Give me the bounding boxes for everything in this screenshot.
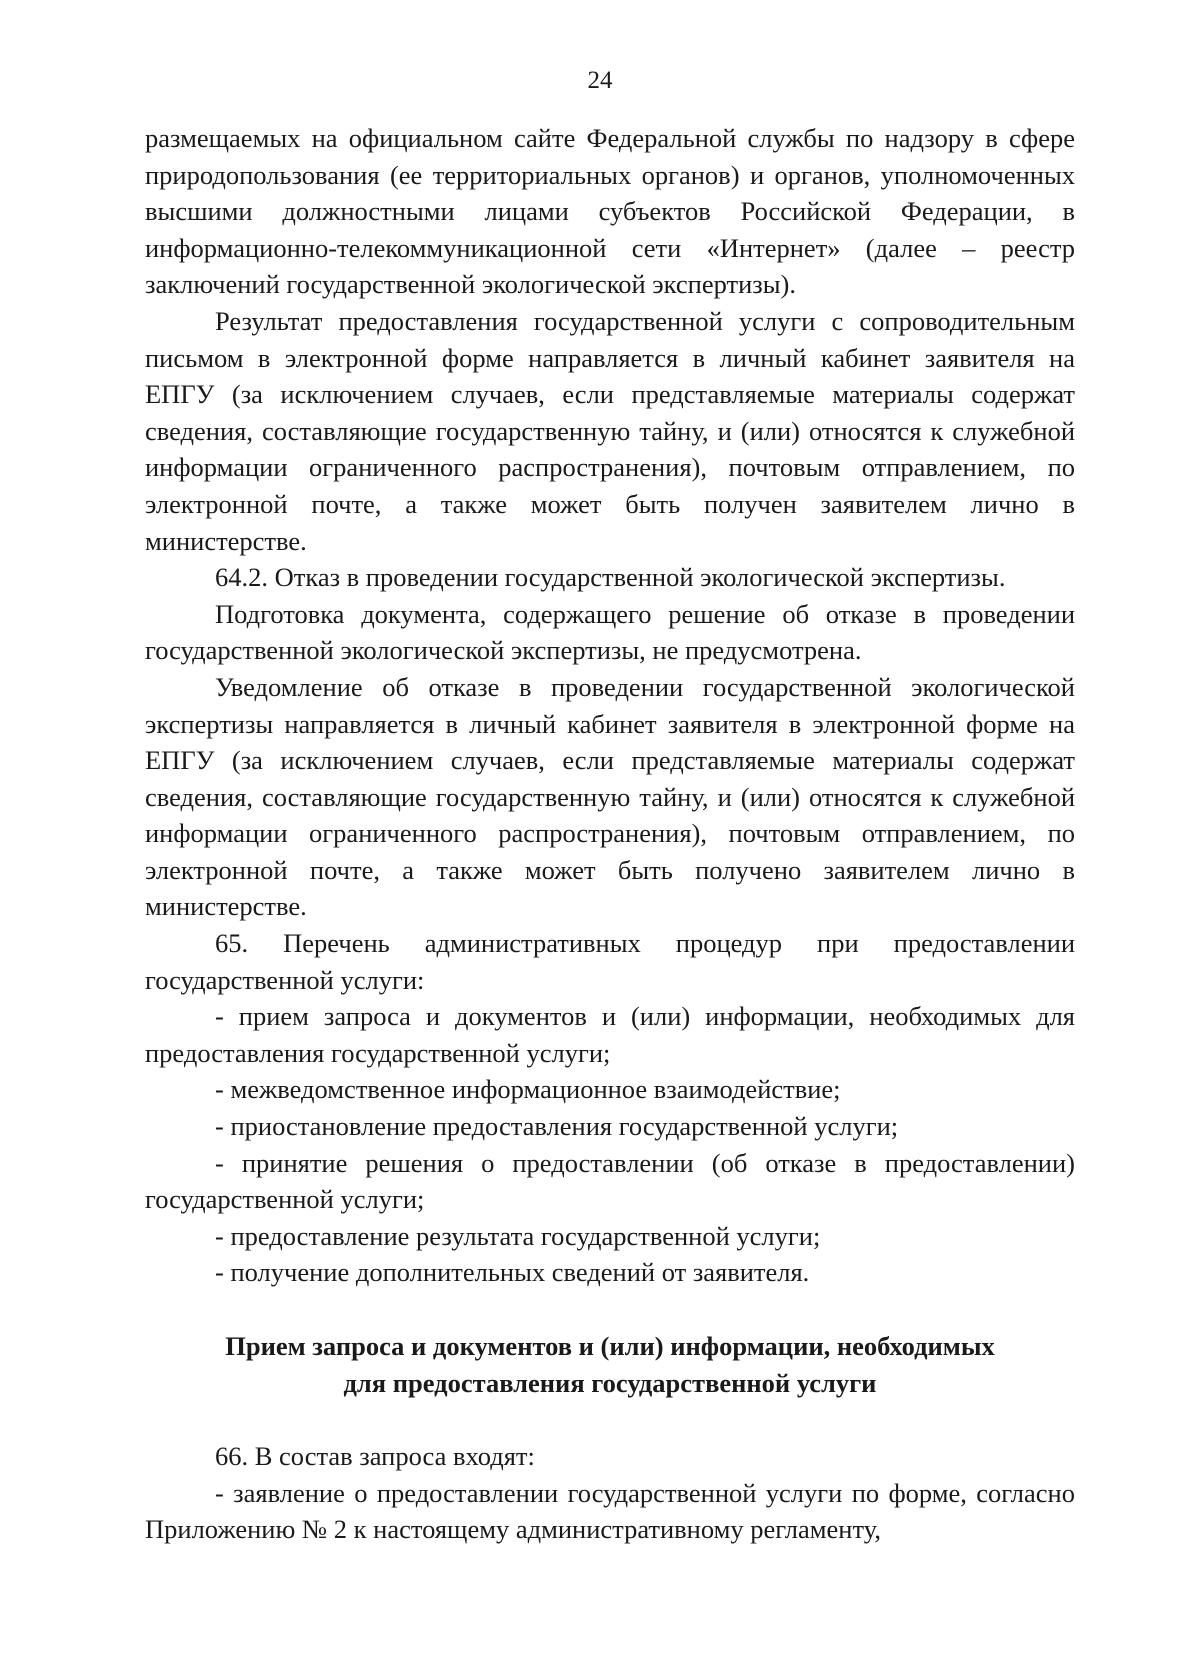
paragraph-66: 66. В состав запроса входят: xyxy=(215,1441,535,1472)
spacer xyxy=(145,1401,1075,1438)
page-body xyxy=(145,120,1075,1548)
paragraph-result-delivery: Результат предоставления государственной услуги с сопроводительным письмом в электронной форме направляется в личный кабинет заявителя на ЕПГУ (за исключением случаев, если представляемые материалы содержат сведения, составляющие государственную тайну, и (или) относятся к служебной информации ограниченного распространения), почтовым отправлением, по электронной почте, а также может быть получен заявителем лично в министерстве. xyxy=(145,305,1075,556)
list-item: - получение дополнительных сведений от заявителя. xyxy=(215,1257,810,1288)
paragraph-65: 65. Перечень административных процедур при предоставлении государственной услуги: xyxy=(145,928,1075,995)
list-item: - приостановление предоставления государственной услуги; xyxy=(215,1111,899,1142)
paragraph-refusal-document: Подготовка документа, содержащего решение об отказе в проведении государственной экологической экспертизы, не предусмотрена. xyxy=(145,598,1075,666)
list-item: - предоставление результата государственной услуги; xyxy=(215,1220,821,1251)
list-item: - межведомственное информационное взаимодействие; xyxy=(215,1074,841,1105)
paragraph-64-2: 64.2. Отказ в проведении государственной экологической экспертизы. xyxy=(215,562,1006,593)
paragraph-continuation: размещаемых на официальном сайте Федеральной службы по надзору в сфере природопользования (ее территориальных органов) и органов, уполномоченных высшими должностными лицами субъектов Российской Федерации, в информационно-телекоммуникационной сети «Интернет» (далее – реестр заключений государственной экологической экспертизы). xyxy=(145,123,1075,300)
section-heading-line-2: для предоставления государственной услуги xyxy=(343,1367,877,1398)
page-number: 24 xyxy=(587,67,613,94)
list-item: - заявление о предоставлении государственной услуги по форме, согласно Приложению № 2 к настоящему административному регламенту, xyxy=(145,1477,1075,1545)
spacer xyxy=(145,1291,1075,1328)
list-item: - принятие решения о предоставлении (об отказе в предоставлении) государственной услуги; xyxy=(145,1147,1075,1215)
section-heading-line-1: Прием запроса и документов и (или) информации, необходимых xyxy=(225,1331,995,1361)
list-item: - прием запроса и документов и (или) информации, необходимых для предоставления государственной услуги; xyxy=(145,1001,1075,1068)
paragraph-refusal-notice: Уведомление об отказе в проведении государственной экологической экспертизы направляется в личный кабинет заявителя в электронной форме на ЕПГУ (за исключением случаев, если представляемые материалы содержат сведения, составляющие государственную тайну, и (или) относятся к служебной информации ограниченного распространения), почтовым отправлением, по электронной почте, а также может быть получено заявителем лично в министерстве. xyxy=(145,671,1075,922)
